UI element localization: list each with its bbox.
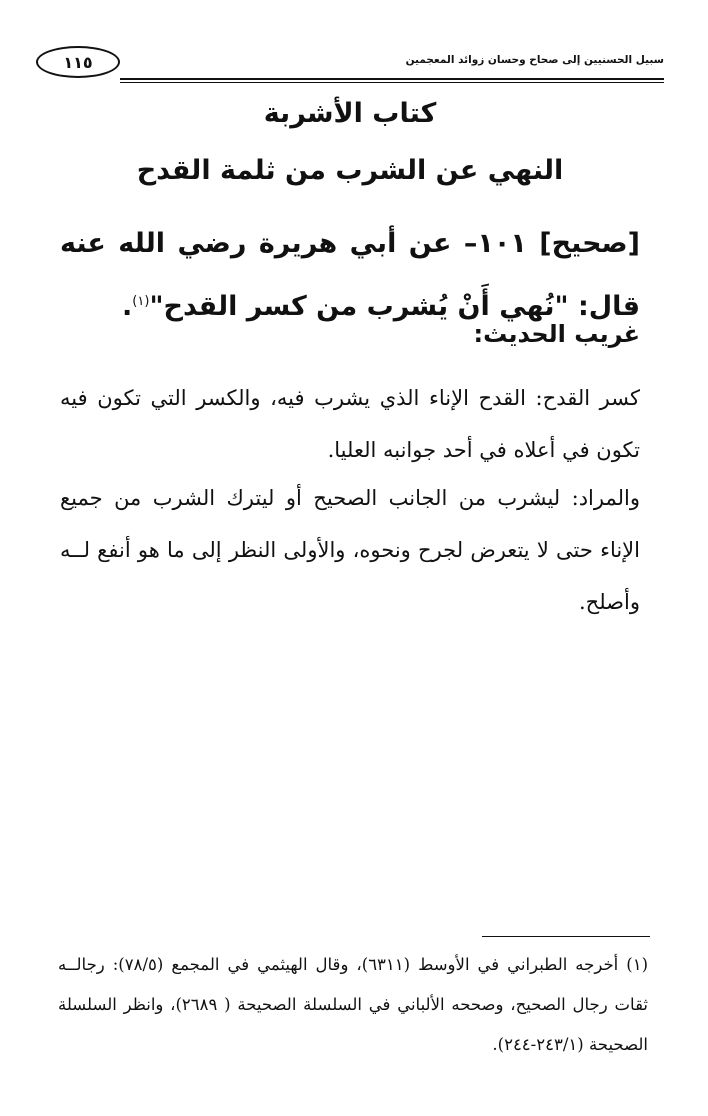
chapter-title: النهي عن الشرب من ثلمة القدح — [136, 155, 564, 186]
hadith-end: . — [122, 291, 133, 322]
page-number: ١١٥ — [36, 46, 120, 78]
header-rule-thin — [120, 82, 664, 83]
hadith-grade: [صحيح] — [539, 228, 640, 259]
book-title: كتاب الأشربة — [263, 98, 437, 129]
page-header — [36, 44, 664, 84]
header-rule — [120, 78, 664, 80]
footnote: (١) أخرجه الطبراني في الأوسط (٦٣١١)، وقال الهيثمي في المجمع (٧٨/٥): رجالــه ثقات رجال الصحيح، وصححه الألباني في السلسلة الصحيحة ( ٢٦٨٩)، وانظر السلسلة الصحيحة (٢٤٣/١-٢٤٤). — [58, 955, 649, 1054]
gharib-heading: غريب الحديث: — [473, 320, 640, 348]
hadith-number: ١٠١ — [477, 228, 527, 259]
running-title: سبيل الحسنيين إلى صحاح وحسان زوائد المعجمين — [405, 54, 664, 66]
footnote-rule — [482, 936, 650, 937]
footnote-ref: (١) — [132, 294, 150, 309]
gharib-paragraph-2: والمراد: ليشرب من الجانب الصحيح أو ليترك الشرب من جميع الإناء حتى لا يتعرض لجرح ونحوه، والأولى النظر إلى ما هو أنفع لــه وأصلح. — [60, 486, 640, 614]
hadith-body: – عن أبي هريرة رضي الله عنه قال: "نُهي أَنْ يُشرب من كسر القدح" — [60, 228, 640, 322]
hadith-text — [60, 215, 640, 336]
gharib-paragraph-1: كسر القدح: القدح الإناء الذي يشرب فيه، والكسر التي تكون فيه تكون في أعلاه في أحد جوانبه العليا. — [60, 386, 640, 462]
